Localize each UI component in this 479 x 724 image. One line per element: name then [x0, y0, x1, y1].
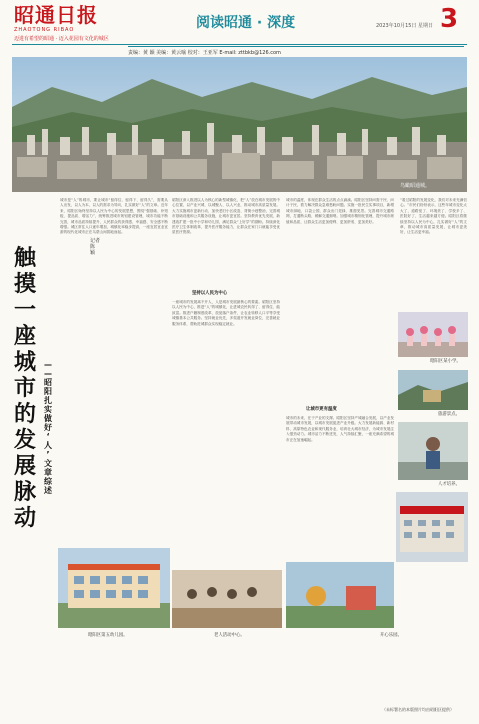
- paper-pinyin: ZHAOTONG RIBAO: [14, 27, 75, 33]
- section-title: 阅读昭通 · 深度: [196, 15, 296, 31]
- photo-talent: [398, 422, 468, 480]
- photo-school-building: [396, 492, 468, 562]
- headline-char: 脉: [13, 479, 36, 505]
- headline-char: 市: [13, 375, 36, 401]
- subhead-char: 实: [44, 405, 52, 414]
- photo-caption: 人才培养。: [438, 482, 460, 487]
- article-column-3: 一座城市的发展离不开人，人是城市发展最核心的要素。昭阳区坚持以人民为中心，推进“人”的城镇化，让进城农民转得了、留得住、能致富。推进户籍制度改革，放宽落户条件，让农业转移人口平等享受城镇基本公共服务。坚持就业优先，多渠道开发就业岗位，完善就业服务体系，帮助进城群众实现稳定就业。: [172, 300, 280, 326]
- photo-elderly-center: [172, 570, 282, 628]
- headline-char: 触: [13, 245, 36, 271]
- masthead: [14, 4, 124, 44]
- subhead-char: 述: [44, 486, 52, 495]
- headline-char: 发: [13, 427, 36, 453]
- city-panorama-photo: [12, 57, 467, 192]
- subhead-char: 扎: [44, 396, 52, 405]
- photo-caption: 老人活动中心。: [214, 633, 245, 638]
- photo-school-children: [398, 312, 468, 357]
- paper-slogan: 迈进有希望的昭通 · 迈入花园有文化的城区: [14, 36, 109, 42]
- subhead-char: —: [44, 360, 52, 369]
- page-number: 3: [440, 4, 459, 34]
- issue-date: 2023年10月15日 星期日: [376, 23, 434, 29]
- subhead-char: —: [44, 369, 52, 378]
- section-heading-2: 让城市更有温度: [306, 407, 337, 412]
- article-column-1: 城市是“人”的城市，要让城市“留得住、留得下、留得久”，需要从人出发，以人为本，以人的需求为导向，扎实做好“人”的文章。近年来，昭阳区始终坚持以人民为中心的发展思想，围绕“强基础、补短板、提品质、增活力”，统筹推进城市规划建设管理，城市功能不断完善，城市品质持续提升，人民群众的获得感、幸福感、安全感不断增强。城区常住人口逐年增加，城镇化率稳步提高，一座宜居宜业宜游的现代化城市正在乌蒙山间拔地而起。: [60, 198, 168, 235]
- city-panorama-illustration: [12, 57, 467, 192]
- article-headline: [10, 245, 40, 531]
- photo-caption: 旅游景点。: [438, 412, 460, 417]
- panorama-caption: 鸟瞰昭通城。: [400, 183, 431, 189]
- subhead-char: 好: [44, 423, 52, 432]
- photo-kindergarten: [58, 548, 170, 628]
- headline-char: 座: [13, 323, 36, 349]
- headline-char: 一: [13, 297, 36, 323]
- photo-caption: 昭阳区第五幼儿园。: [88, 633, 128, 638]
- photo-happy-park: [286, 562, 394, 628]
- headline-char: 摸: [13, 271, 36, 297]
- article-column-5: 城市的未来，在于产业的支撑。昭阳区坚持产城融合发展，以产业发展带动城市发展，以城市发展促进产业升级。大力发展新能源、新材料、高原特色农业和现代服务业，培育壮大城市经济，为城市发展注入强劲动力。城市活力不断迸发，人气持续汇聚，一座充满希望的城市正在加速崛起。: [286, 416, 394, 442]
- headline-char: 城: [13, 349, 36, 375]
- subhead-char: ’: [46, 450, 50, 459]
- subhead-char: 章: [44, 468, 52, 477]
- photo-caption: 开心乐园。: [380, 633, 402, 638]
- staff-credits: 责编：黄 颖 美编：黄云喻 校对：王亚军 E-mail: zttbkb@126.com: [128, 46, 464, 59]
- article-column-6: “看过昭阳的发展变化，我们对未来充满信心。”市民们纷纷表示，这些年城市变化太大了，道路宽了、环境美了、学校多了、医院好了，生活越来越方便。昭阳区将继续坚持以人民为中心，扎实做好“人”的文章，推动城市高质量发展，让城市更美好，让生活更幸福。: [400, 198, 467, 235]
- subhead-char: 昭: [44, 378, 52, 387]
- article-byline: 记者 陈 颖: [90, 238, 101, 256]
- subhead-char: 综: [44, 477, 52, 486]
- header-rule: [12, 44, 467, 45]
- article-column-2: 昭阳区深入推进以人为核心的新型城镇化，把“人”放在城市发展的中心位置，以产业兴城、以城聚人、以人兴业，推动城市高质量发展。大力实施城市更新行动，加快老旧小区改造、背街小巷整治，完善城市基础设施和公共服务设施，让城市更宜居。坚持教育优先发展，新建改扩建一批中小学和幼儿园，满足群众“上好学”的期盼。持续深化医疗卫生体制改革，提升医疗服务能力，让群众在家门口就能享受优质医疗资源。: [172, 198, 280, 235]
- subhead-char: 做: [44, 414, 52, 423]
- headline-char: 动: [13, 505, 36, 531]
- headline-char: 展: [13, 453, 36, 479]
- subhead-char: ‘: [46, 432, 50, 441]
- subhead-char: 人: [44, 441, 52, 450]
- article-subheadline: [42, 360, 54, 495]
- photo-credit-note: （未标署名的本版照片均由昭阳区提供）: [382, 707, 454, 712]
- section-heading-1: 坚持以人民为中心: [192, 291, 228, 296]
- article-column-4: 城市的温度，体现在群众生活的点点滴滴。昭阳区坚持问需于民、问计于民，着力解决群众急难愁盼问题。实施一批民生实事项目，新增城市绿地、口袋公园，群众出门见绿、推窗见景。完善城市交通路网，打通断头路，缓解交通拥堵。加强城市精细化管理，提升城市颜值和品质，让群众生活更加便利、更加舒适、更加美好。: [286, 198, 394, 224]
- photo-caption: 昭阳区某小学。: [430, 359, 461, 364]
- subhead-char: 文: [44, 459, 52, 468]
- subhead-char: 阳: [44, 387, 52, 396]
- paper-name: 昭通日报: [14, 3, 98, 27]
- headline-char: 的: [13, 401, 36, 427]
- photo-tourism: [398, 370, 468, 410]
